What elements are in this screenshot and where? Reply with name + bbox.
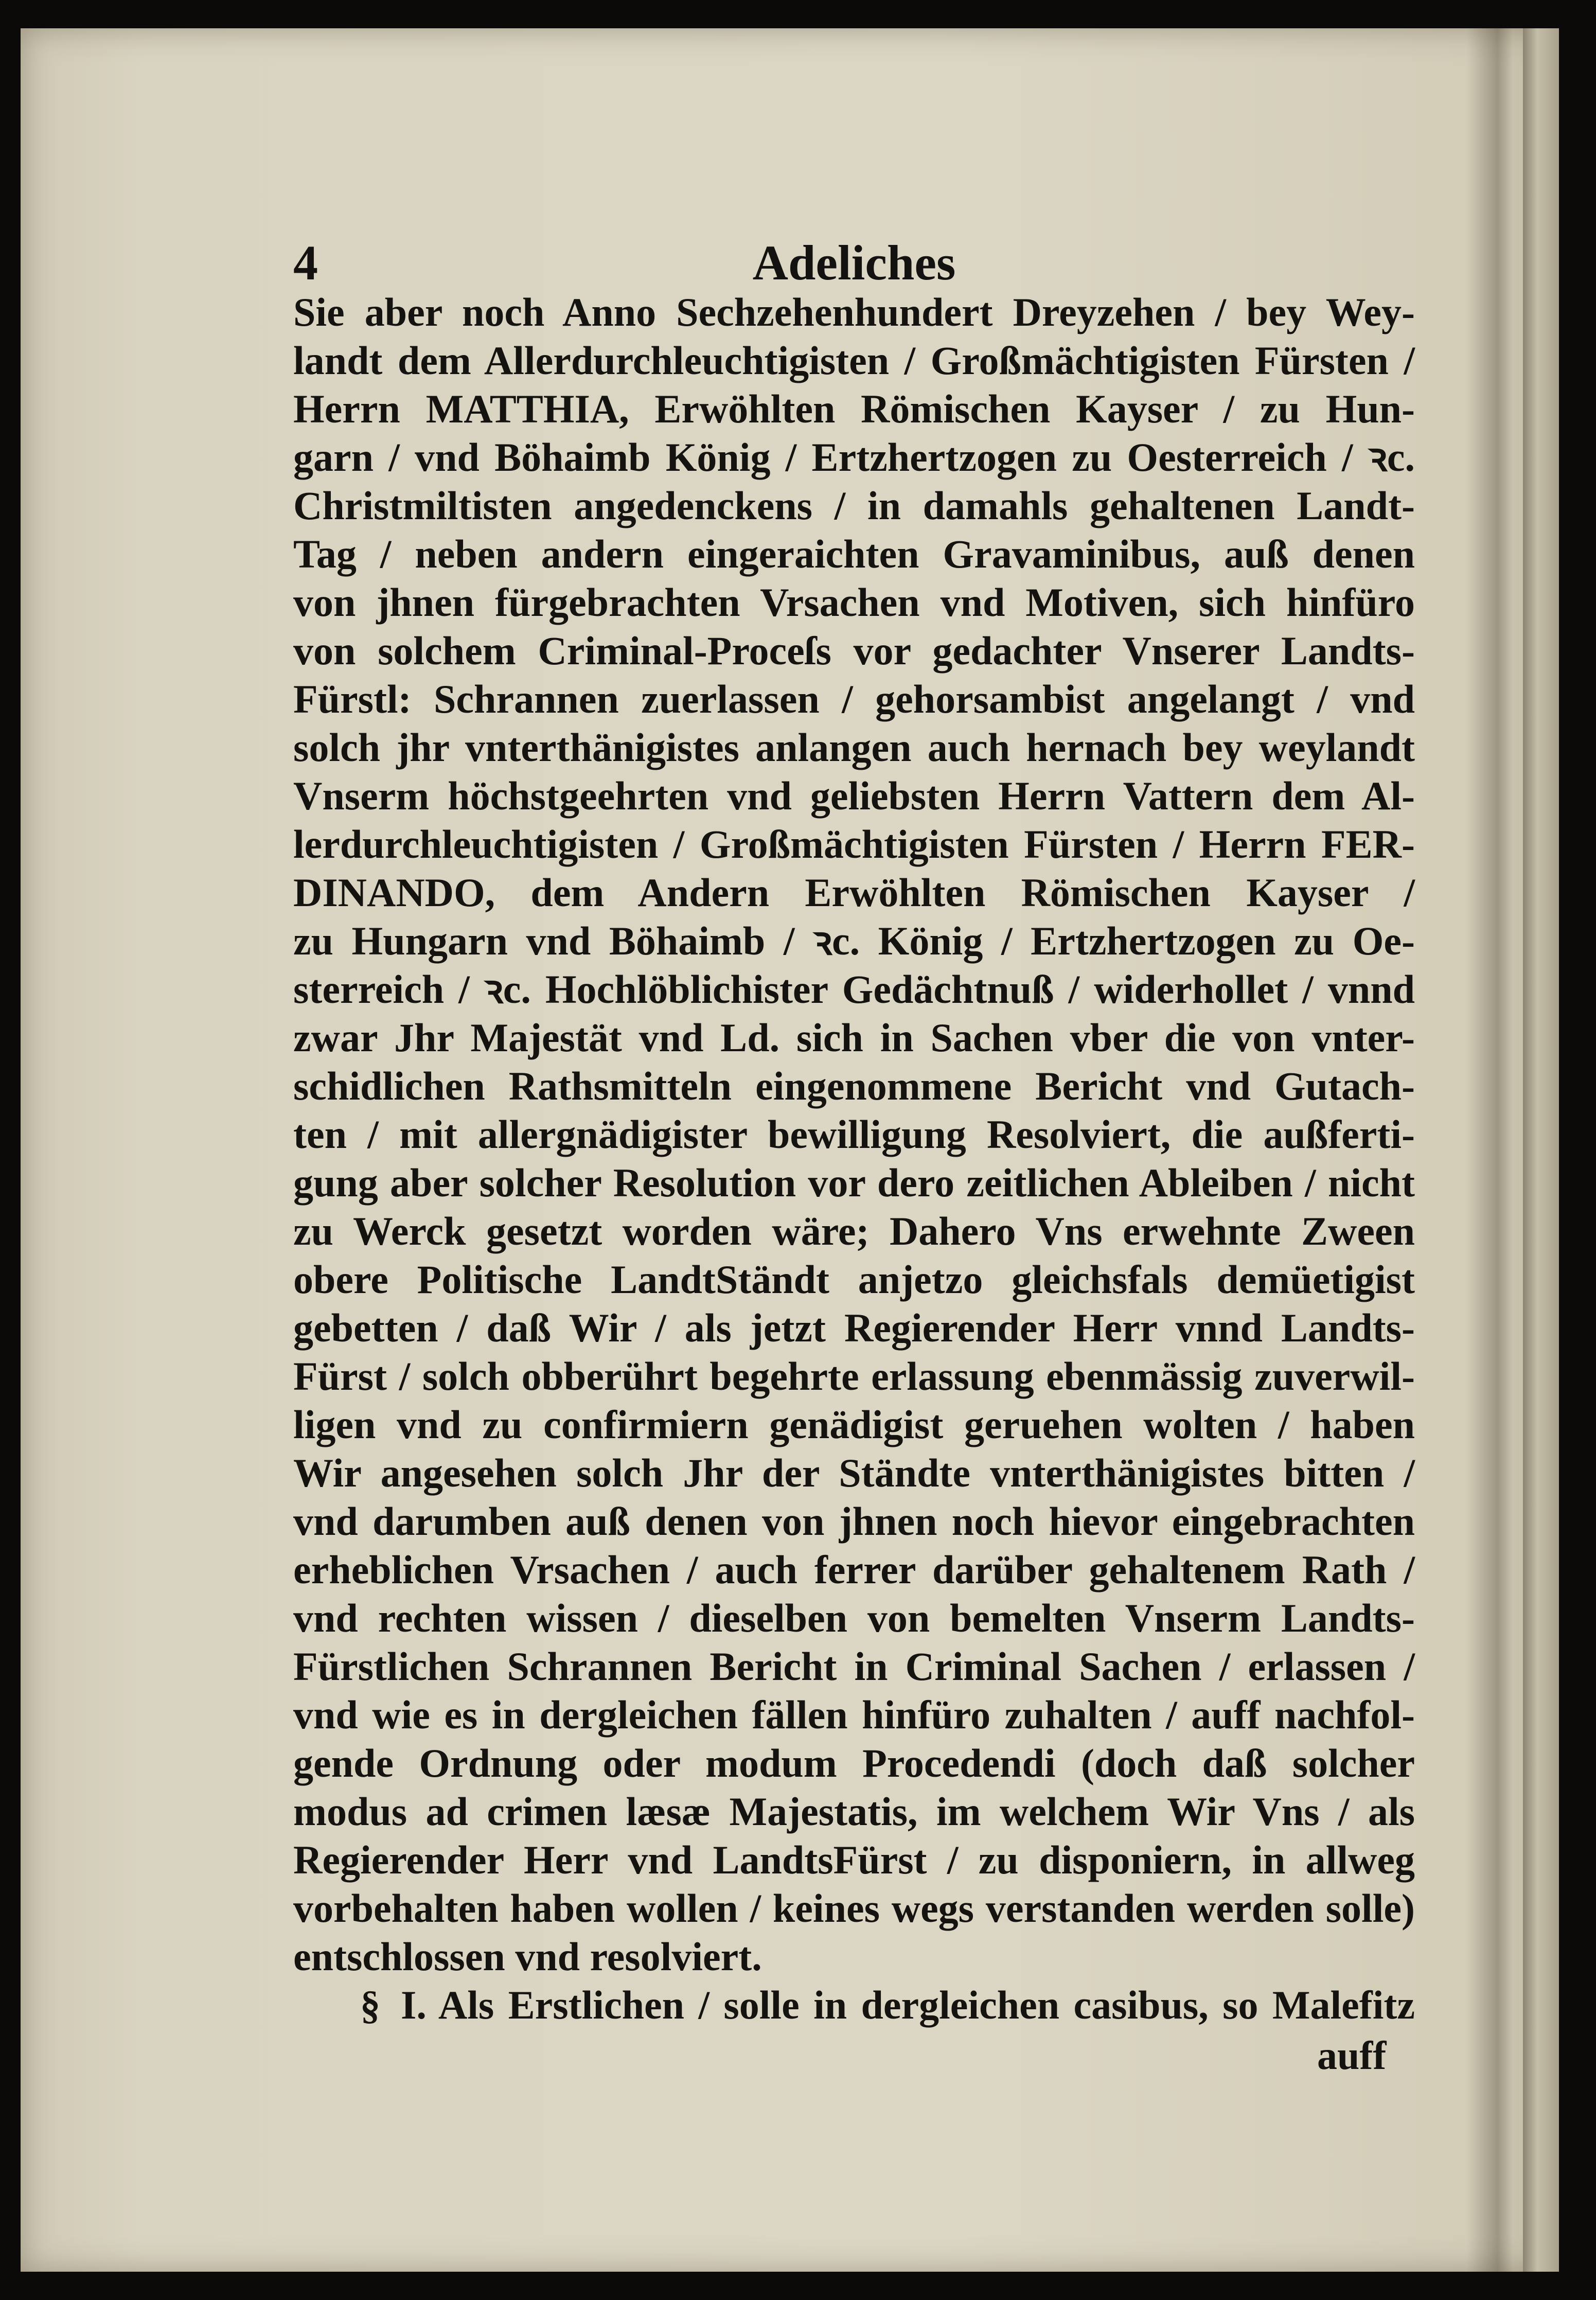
text-line: landt dem Allerdurchleuchtigisten / Großmächtigisten Fürsten / xyxy=(293,338,1415,383)
text-line: Fürstl: Schrannen zuerlassen / gehorsambist angelangt / vnd xyxy=(293,677,1415,721)
text-line: Fürstlichen Schrannen Bericht in Criminal Sachen / erlassen / xyxy=(293,1644,1415,1689)
running-title: Adeliches xyxy=(752,235,956,290)
text-line: lerdurchleuchtigisten / Großmächtigisten Fürsten / Herrn FER- xyxy=(293,822,1415,866)
text-line: Sie aber noch Anno Sechzehenhundert Dreyzehen / bey Wey- xyxy=(293,290,1415,334)
text-line: modus ad crimen læsæ Majestatis, im welchem Wir Vns / als xyxy=(293,1789,1415,1834)
text-line: ligen vnd zu confirmiern genädigist geruehen wolten / haben xyxy=(293,1402,1415,1447)
text-line: entschlossen vnd resolviert. xyxy=(293,1934,762,1979)
text-line: solch jhr vnterthänigistes anlangen auch hernach bey weylandt xyxy=(293,725,1415,770)
text-line: Vnserm höchstgeehrten vnd geliebsten Herrn Vattern dem Al- xyxy=(293,773,1415,818)
text-line: vnd darumben auß denen von jhnen noch hievor eingebrachten xyxy=(293,1499,1415,1544)
text-line: Wir angesehen solch Jhr der Ständte vnterthänigistes bitten / xyxy=(293,1450,1415,1495)
text-line: von jhnen fürgebrachten Vrsachen vnd Motiven, sich hinfüro xyxy=(293,580,1415,625)
section-text: I. Als Erstlichen / solle in dergleichen casibus, so Malefitz xyxy=(401,1983,1415,2027)
text-line: Regierender Herr vnd LandtsFürst / zu disponiern, in allweg xyxy=(293,1837,1415,1882)
text-line: Christmiltisten angedenckens / in damahls gehaltenen Landt- xyxy=(293,483,1415,528)
text-line: erheblichen Vrsachen / auch ferrer darüber gehaltenem Rath / xyxy=(293,1547,1415,1592)
text-line: garn / vnd Böhaimb König / Ertzhertzogen zu Oesterreich / ꝛc. xyxy=(293,435,1415,480)
page-header xyxy=(293,234,1415,291)
text-line: sterreich / ꝛc. Hochlöblichister Gedächtnuß / widerhollet / vnnd xyxy=(293,967,1415,1012)
text-line: schidlichen Rathsmitteln eingenommene Bericht vnd Gutach- xyxy=(293,1064,1415,1108)
text-line: gende Ordnung oder modum Procedendi (doch daß solcher xyxy=(293,1741,1415,1785)
text-line: vnd rechten wissen / dieselben von bemelten Vnserm Landts- xyxy=(293,1596,1415,1640)
text-line: Herrn MATTHIA, Erwöhlten Römischen Kayser / zu Hun- xyxy=(293,386,1415,431)
text-line: von solchem Criminal-Proceſs vor gedachter Vnserer Landts- xyxy=(293,628,1415,673)
text-line: zu Werck gesetzt worden wäre; Dahero Vns erwehnte Zween xyxy=(293,1209,1415,1253)
text-line: vorbehalten haben wollen / keines wegs verstanden werden solle) xyxy=(293,1886,1415,1931)
text-line: gung aber solcher Resolution vor dero zeitlichen Ableiben / nicht xyxy=(293,1160,1415,1205)
body-text xyxy=(293,288,1415,2029)
section-mark: § xyxy=(360,1983,380,2027)
text-line: gebetten / daß Wir / als jetzt Regierender Herr vnnd Landts- xyxy=(293,1305,1415,1350)
text-line: Tag / neben andern eingeraichten Gravaminibus, auß denen xyxy=(293,532,1415,576)
text-line: zwar Jhr Majestät vnd Ld. sich in Sachen vber die von vnter- xyxy=(293,1015,1415,1060)
text-line: zu Hungarn vnd Böhaimb / ꝛc. König / Ertzhertzogen zu Oe- xyxy=(293,918,1415,963)
text-line: Fürst / solch obberührt begehrte erlassung ebenmässig zuverwil- xyxy=(293,1354,1415,1399)
section-paragraph xyxy=(293,1981,1415,2029)
catchword: auff xyxy=(1317,2033,1387,2078)
page-number: 4 xyxy=(293,235,318,290)
text-line: DINANDO, dem Andern Erwöhlten Römischen Kayser / xyxy=(293,870,1415,915)
text-line: vnd wie es in dergleichen fällen hinfüro zuhalten / auff nachfol- xyxy=(293,1692,1415,1737)
text-line: ten / mit allergnädigister bewilligung Resolviert, die außferti- xyxy=(293,1112,1415,1157)
text-line: obere Politische LandtStändt anjetzo gleichsfals demüetigist xyxy=(293,1257,1415,1302)
page-gutter-fold xyxy=(1523,28,1559,2272)
